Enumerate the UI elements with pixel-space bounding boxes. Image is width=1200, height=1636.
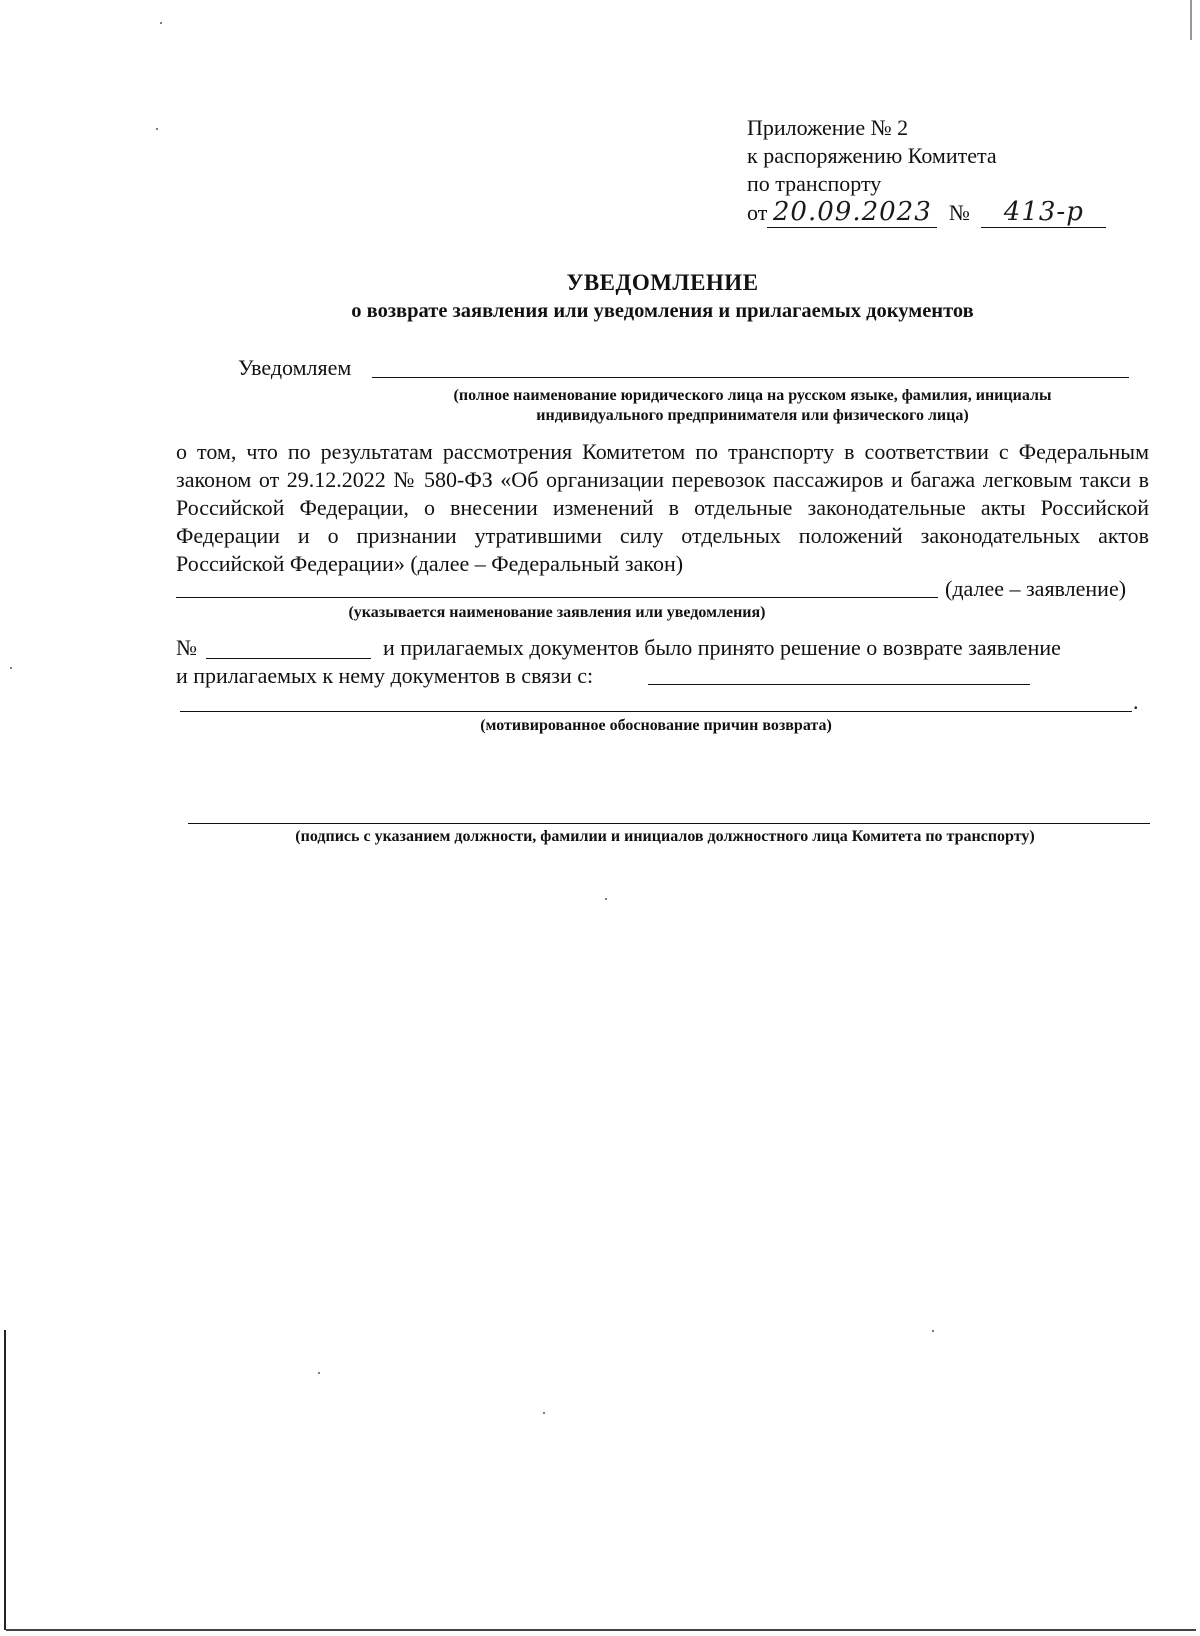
document-subtitle: о возврате заявления или уведомления и прилагаемых документов — [351, 300, 974, 322]
scan-speck — [932, 1330, 934, 1332]
appendix-line-3: по транспорту — [747, 171, 882, 196]
notify-caption-line-2: индивидуального предпринимателя или физического лица) — [536, 407, 969, 424]
scan-speck — [10, 667, 12, 669]
handwritten-date: 20.09.2023 — [772, 197, 932, 227]
number-label: № — [948, 200, 970, 225]
decision-line-2: и прилагаемых к нему документов в связи с: — [176, 663, 594, 688]
reason-period: . — [1133, 689, 1139, 714]
scan-speck — [543, 1412, 545, 1414]
notify-recipient-line — [372, 377, 1129, 378]
scan-speck — [605, 898, 607, 900]
handwritten-number: 413-р — [1003, 197, 1084, 227]
scan-border-right — [1190, 0, 1192, 40]
signature-line — [188, 823, 1150, 824]
application-name-caption: (указывается наименование заявления или уведомления) — [348, 604, 766, 621]
scan-border-left — [4, 1330, 6, 1630]
reason-line-2 — [180, 711, 1132, 712]
document-title: УВЕДОМЛЕНИЕ — [566, 270, 759, 295]
appendix-line-2: к распоряжению Комитета — [747, 143, 997, 168]
scan-speck — [318, 1372, 320, 1374]
appendix-block — [747, 114, 1106, 228]
notify-caption — [390, 386, 1115, 426]
reason-line-1 — [648, 684, 1030, 685]
reason-caption: (мотивированное обоснование причин возврата) — [480, 717, 832, 734]
after-blank-text: (далее – заявление) — [945, 576, 1127, 601]
application-number-line — [206, 658, 371, 659]
decision-line-1: и прилагаемых документов было принято решение о возврате заявление — [383, 635, 1061, 660]
body-paragraph — [176, 438, 1149, 578]
application-name-line — [176, 597, 938, 598]
body-paragraph-text: о том, что по результатам рассмотрения Комитетом по транспорту в соответствии с Федеральным законом от 29.12.2022 № 580-ФЗ «Об организации перевозок пассажиров и багажа легковым такси в Российской Федерации, о внесении изменений в отдельные законодательные акты Российской Федерации и о признании утратившими силу отдельных положений законодательных актов Российской Федерации» (далее – Федеральный закон) — [176, 439, 1149, 576]
notify-label: Уведомляем — [238, 355, 352, 380]
scan-speck — [156, 128, 158, 130]
date-prefix: от — [747, 200, 768, 225]
scan-speck — [160, 22, 162, 24]
number-sign: № — [176, 635, 197, 660]
notify-caption-line-1: (полное наименование юридического лица на русском языке, фамилия, инициалы — [453, 387, 1052, 404]
number-field — [981, 198, 1106, 228]
scan-border-bottom — [6, 1629, 1196, 1631]
date-field — [767, 198, 937, 228]
appendix-date-number-line — [747, 198, 1106, 228]
signature-caption: (подпись с указанием должности, фамилии и инициалов должностного лица Комитета по транспорту) — [295, 828, 1035, 845]
appendix-line-1: Приложение № 2 — [747, 115, 909, 140]
